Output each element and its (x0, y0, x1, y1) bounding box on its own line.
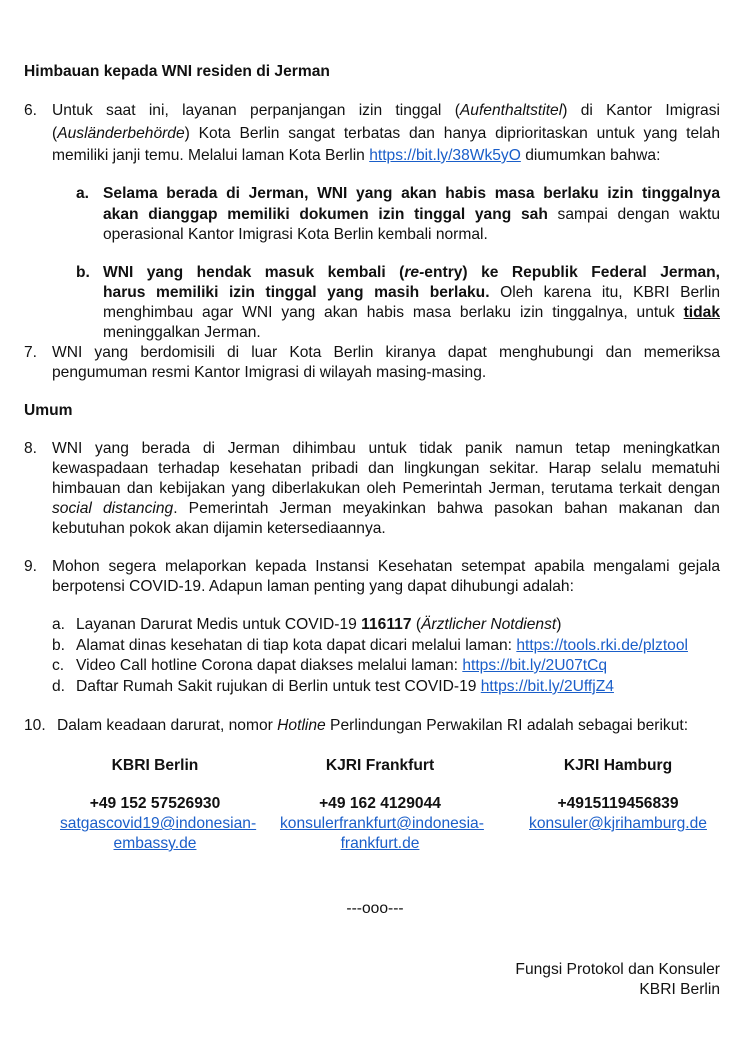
item-number-7: 7. (24, 344, 38, 361)
item9c-line: Video Call hotline Corona dapat diakses melalui laman: https://bit.ly/2U07tCq (76, 657, 608, 674)
separator: ---ooo--- (346, 900, 404, 917)
item6a-line3: operasional Kantor Imigrasi Kota Berlin kembali normal. (103, 226, 488, 243)
signature-block (400, 960, 720, 1000)
contact-name: KJRI Frankfurt (325, 757, 435, 774)
contact-phone: +49 162 4129044 (319, 795, 441, 812)
sub-marker-9a: a. (52, 616, 66, 633)
section-heading-residen: Himbauan kepada WNI residen di Jerman (24, 63, 330, 80)
contact-email-line1[interactable]: konsuler@kjrihamburg.de (529, 815, 707, 832)
hospital-list-link[interactable]: https://bit.ly/2UffjZ4 (480, 678, 614, 695)
rki-plztool-link[interactable]: https://tools.rki.de/plztool (516, 637, 688, 654)
contact-kjri-hamburg (518, 756, 718, 834)
item8-line4: social distancing. Pemerintah Jerman meyakinkan bahwa pasokan bahan makanan dan (52, 500, 720, 517)
item9-line2: berpotensi COVID-19. Adapun laman penting yang dapat dihubungi adalah: (52, 578, 574, 595)
item6-line1: Untuk saat ini, layanan perpanjangan izin tinggal (Aufenthaltstitel) di Kantor Imigrasi (52, 102, 720, 119)
contact-email-line2[interactable]: frankfurt.de (340, 835, 420, 852)
item-number-8: 8. (24, 440, 38, 457)
signature-line2: KBRI Berlin (639, 981, 720, 998)
item8-line1: WNI yang berada di Jerman dihimbau untuk tidak panik namun tetap meningkatkan (52, 440, 720, 457)
contact-kbri-berlin (60, 756, 257, 854)
sub-marker-6b: b. (76, 264, 90, 281)
item7-line2: pengumuman resmi Kantor Imigrasi di wilayah masing-masing. (52, 364, 487, 381)
item6-line2: (Ausländerbehörde) Kota Berlin sangat terbatas dan hanya diprioritaskan untuk yang telah (52, 125, 720, 142)
item6b-line1: WNI yang hendak masuk kembali (re-entry) ke Republik Federal Jerman, (103, 264, 720, 281)
item6-line3: memiliki janji temu. Melalui laman Kota Berlin https://bit.ly/38Wk5yO diumumkan bahwa: (52, 147, 661, 164)
item-number-9: 9. (24, 558, 38, 575)
sub-marker-9c: c. (52, 657, 65, 674)
item6b-line4: meninggalkan Jerman. (103, 324, 261, 341)
item9d-line: Daftar Rumah Sakit rujukan di Berlin untuk test COVID-19 https://bit.ly/2UffjZ4 (76, 678, 614, 695)
sub-marker-9d: d. (52, 678, 66, 695)
item6b-line2: harus memiliki izin tinggal yang masih berlaku. Oleh karena itu, KBRI Berlin (103, 284, 720, 301)
item-number-6: 6. (24, 102, 38, 119)
signature-line1: Fungsi Protokol dan Konsuler (515, 961, 720, 978)
item10-line: Dalam keadaan darurat, nomor Hotline Perlindungan Perwakilan RI adalah sebagai berikut: (57, 717, 689, 734)
item6a-line1: Selama berada di Jerman, WNI yang akan habis masa berlaku izin tinggalnya (103, 185, 720, 202)
sub-marker-9b: b. (52, 637, 66, 654)
item7-line1: WNI yang berdomisili di luar Kota Berlin kiranya dapat menghubungi dan memeriksa (52, 344, 720, 361)
contact-name: KBRI Berlin (111, 757, 199, 774)
contact-email-line1[interactable]: konsulerfrankfurt@indonesia- (280, 815, 484, 832)
video-call-hotline-link[interactable]: https://bit.ly/2U07tCq (462, 657, 608, 674)
item6b-line3: menghimbau agar WNI yang akan habis masa berlaku izin tinggalnya, untuk tidak (103, 304, 720, 321)
contact-name: KJRI Hamburg (563, 757, 673, 774)
contact-kjri-frankfurt (280, 756, 484, 854)
contact-email-line2[interactable]: embassy.de (113, 835, 197, 852)
item-number-10: 10. (24, 717, 46, 734)
item9b-line: Alamat dinas kesehatan di tiap kota dapat dicari melalui laman: https://tools.rki.de/plztool (76, 637, 688, 654)
item8-line5: kebutuhan pokok akan dijamin ketersediaannya. (52, 520, 386, 537)
item9a-line: Layanan Darurat Medis untuk COVID-19 116117 (Ärztlicher Notdienst) (76, 616, 562, 633)
item6a-line2: akan dianggap memiliki dokumen izin tinggal yang sah sampai dengan waktu (103, 206, 720, 223)
contact-phone: +4915119456839 (557, 795, 679, 812)
contact-phone: +49 152 57526930 (89, 795, 221, 812)
item9-line1: Mohon segera melaporkan kepada Instansi Kesehatan setempat apabila mengalami gejala (52, 558, 720, 575)
section-heading-umum: Umum (24, 402, 73, 419)
sub-marker-6a: a. (76, 185, 90, 202)
item8-line3: himbauan dan kebijakan yang diberlakukan oleh Pemerintah Jerman, terutama terkait dengan (52, 480, 720, 497)
contact-email-line1[interactable]: satgascovid19@indonesian- (60, 815, 257, 832)
berlin-announcement-link[interactable]: https://bit.ly/38Wk5yO (369, 147, 521, 164)
item8-line2: kewaspadaan terhadap kesehatan pribadi dan lingkungan sekitar. Harap selalu mematuhi (52, 460, 720, 477)
